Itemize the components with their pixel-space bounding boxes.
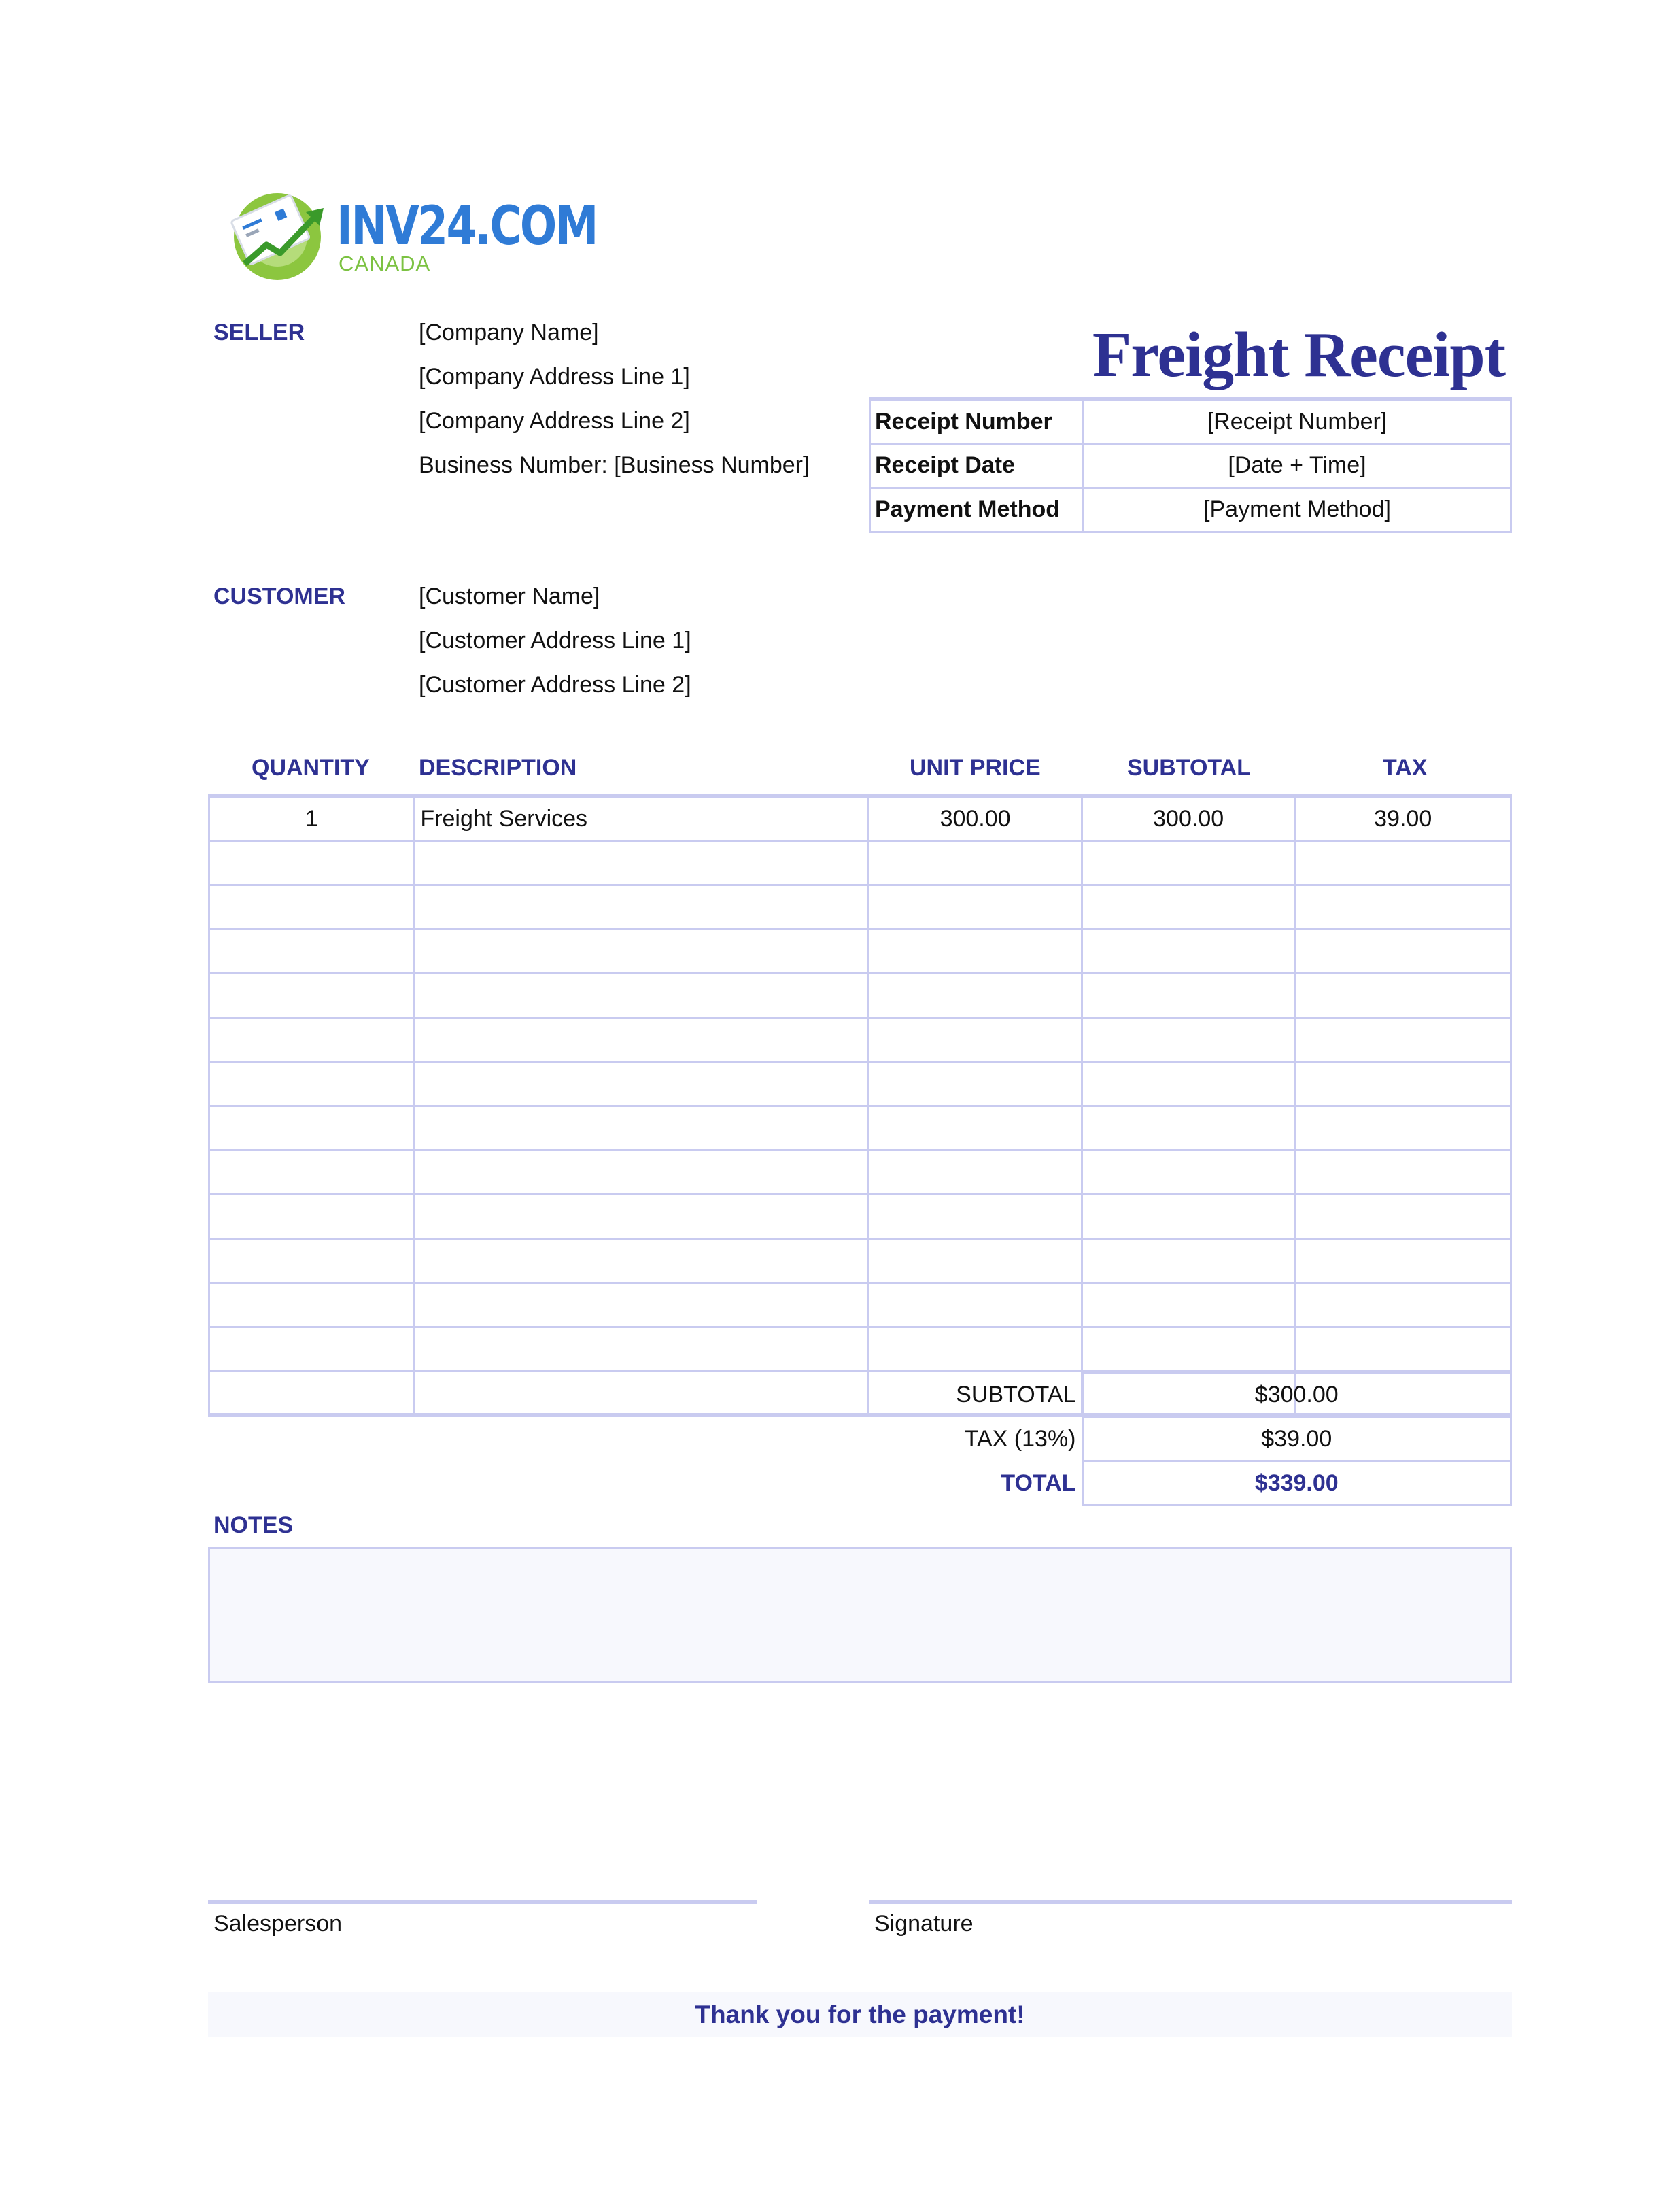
table-row — [209, 1194, 1511, 1238]
item-unit-price: 300.00 — [869, 796, 1082, 840]
empty-cell — [1295, 1061, 1511, 1106]
logo-name: INV24.COM — [337, 196, 597, 257]
salesperson-line — [208, 1900, 757, 1904]
empty-cell — [1295, 1238, 1511, 1282]
thank-you-message: Thank you for the payment! — [208, 1992, 1512, 2037]
empty-cell — [1295, 1327, 1511, 1371]
item-tax: 39.00 — [1295, 796, 1511, 840]
empty-cell — [209, 1061, 414, 1106]
table-row — [209, 885, 1511, 929]
empty-cell — [414, 1017, 869, 1061]
empty-cell — [414, 885, 869, 929]
total-value: $339.00 — [1082, 1461, 1511, 1505]
signature-label: Signature — [874, 1911, 974, 1937]
customer-address-line-1: [Customer Address Line 1] — [419, 628, 691, 653]
empty-cell — [1082, 973, 1295, 1017]
totals-row — [869, 1417, 1511, 1461]
document-title: Freight Receipt — [1092, 320, 1505, 390]
empty-cell — [869, 1282, 1082, 1327]
empty-cell — [1082, 1150, 1295, 1194]
empty-cell — [414, 1238, 869, 1282]
empty-cell — [209, 1106, 414, 1150]
empty-cell — [1295, 840, 1511, 885]
empty-cell — [1082, 1017, 1295, 1061]
empty-cell — [1295, 885, 1511, 929]
empty-cell — [869, 885, 1082, 929]
receipt-date-label: Receipt Date — [870, 443, 1084, 488]
empty-cell — [1082, 1106, 1295, 1150]
table-row — [209, 1282, 1511, 1327]
empty-cell — [414, 1282, 869, 1327]
totals-table — [869, 1372, 1512, 1506]
receipt-number-value: [Receipt Number] — [1084, 399, 1511, 443]
empty-cell — [209, 1150, 414, 1194]
subtotal-value: $300.00 — [1082, 1373, 1511, 1417]
empty-cell — [414, 1327, 869, 1371]
totals-row — [869, 1461, 1511, 1505]
empty-cell — [869, 1061, 1082, 1106]
receipt-date-value: [Date + Time] — [1084, 443, 1511, 488]
empty-cell — [414, 1106, 869, 1150]
seller-address-line-2: [Company Address Line 2] — [419, 408, 690, 434]
empty-cell — [209, 1017, 414, 1061]
customer-address-line-2: [Customer Address Line 2] — [419, 672, 691, 698]
signature-line — [869, 1900, 1512, 1904]
subtotal-label: SUBTOTAL — [956, 1381, 1076, 1408]
empty-cell — [414, 1150, 869, 1194]
empty-cell — [1082, 1327, 1295, 1371]
empty-cell — [869, 1327, 1082, 1371]
salesperson-label: Salesperson — [213, 1911, 343, 1937]
receipt-number-label: Receipt Number — [870, 399, 1084, 443]
empty-cell — [1295, 1017, 1511, 1061]
notes-label: NOTES — [213, 1512, 294, 1538]
table-row — [209, 1150, 1511, 1194]
empty-cell — [869, 929, 1082, 973]
tax-label: TAX (13%) — [964, 1425, 1076, 1452]
seller-label: SELLER — [213, 320, 305, 345]
item-subtotal: 300.00 — [1082, 796, 1295, 840]
empty-cell — [414, 1194, 869, 1238]
empty-cell — [1295, 973, 1511, 1017]
empty-cell — [209, 885, 414, 929]
table-row — [209, 796, 1511, 840]
empty-cell — [1082, 1282, 1295, 1327]
empty-cell — [1295, 1194, 1511, 1238]
empty-cell — [209, 1238, 414, 1282]
empty-cell — [209, 1371, 414, 1415]
payment-method-label: Payment Method — [870, 488, 1084, 532]
receipt-info-row — [870, 443, 1511, 488]
empty-cell — [1295, 1106, 1511, 1150]
empty-cell — [869, 973, 1082, 1017]
totals-row — [869, 1373, 1511, 1417]
notes-text — [210, 1549, 1510, 1571]
empty-cell — [869, 1150, 1082, 1194]
table-row — [209, 1106, 1511, 1150]
empty-cell — [1082, 1238, 1295, 1282]
empty-cell — [1082, 929, 1295, 973]
total-label: TOTAL — [1001, 1469, 1076, 1496]
seller-address-line-1: [Company Address Line 1] — [419, 364, 690, 390]
header-subtotal: SUBTOTAL — [1127, 755, 1251, 781]
empty-cell — [869, 1017, 1082, 1061]
header-unit-price: UNIT PRICE — [910, 755, 1041, 781]
items-header — [208, 755, 1512, 794]
logo-subtitle: CANADA — [339, 252, 431, 275]
table-row — [209, 840, 1511, 885]
empty-cell — [209, 929, 414, 973]
table-row — [209, 1238, 1511, 1282]
table-row — [209, 929, 1511, 973]
header-quantity: QUANTITY — [252, 755, 370, 781]
empty-cell — [209, 973, 414, 1017]
items-table — [208, 794, 1512, 1417]
table-row — [209, 973, 1511, 1017]
header-description: DESCRIPTION — [419, 755, 577, 781]
empty-cell — [414, 1061, 869, 1106]
empty-cell — [414, 929, 869, 973]
customer-label: CUSTOMER — [213, 583, 345, 609]
empty-cell — [1082, 885, 1295, 929]
table-row — [209, 1017, 1511, 1061]
empty-cell — [209, 1282, 414, 1327]
receipt-info-row — [870, 488, 1511, 532]
receipt-info-row — [870, 399, 1511, 443]
empty-cell — [869, 1194, 1082, 1238]
empty-cell — [869, 1106, 1082, 1150]
empty-cell — [414, 840, 869, 885]
header-tax: TAX — [1383, 755, 1428, 781]
tax-value: $39.00 — [1082, 1417, 1511, 1461]
empty-cell — [1295, 1282, 1511, 1327]
customer-name: [Customer Name] — [419, 583, 600, 609]
payment-method-value: [Payment Method] — [1084, 488, 1511, 532]
empty-cell — [209, 1327, 414, 1371]
empty-cell — [1082, 1061, 1295, 1106]
logo-icon — [224, 182, 333, 284]
empty-cell — [414, 1371, 869, 1415]
empty-cell — [1082, 840, 1295, 885]
empty-cell — [1295, 1150, 1511, 1194]
table-row — [209, 1327, 1511, 1371]
item-quantity: 1 — [209, 796, 414, 840]
empty-cell — [414, 973, 869, 1017]
empty-cell — [869, 840, 1082, 885]
table-row — [209, 1061, 1511, 1106]
empty-cell — [209, 1194, 414, 1238]
empty-cell — [1295, 929, 1511, 973]
seller-company-name: [Company Name] — [419, 320, 599, 345]
item-description: Freight Services — [414, 796, 869, 840]
empty-cell — [1082, 1194, 1295, 1238]
receipt-info-table — [869, 397, 1512, 533]
notes-box[interactable] — [208, 1547, 1512, 1683]
empty-cell — [209, 840, 414, 885]
seller-business-number: Business Number: [Business Number] — [419, 452, 810, 478]
empty-cell — [869, 1238, 1082, 1282]
